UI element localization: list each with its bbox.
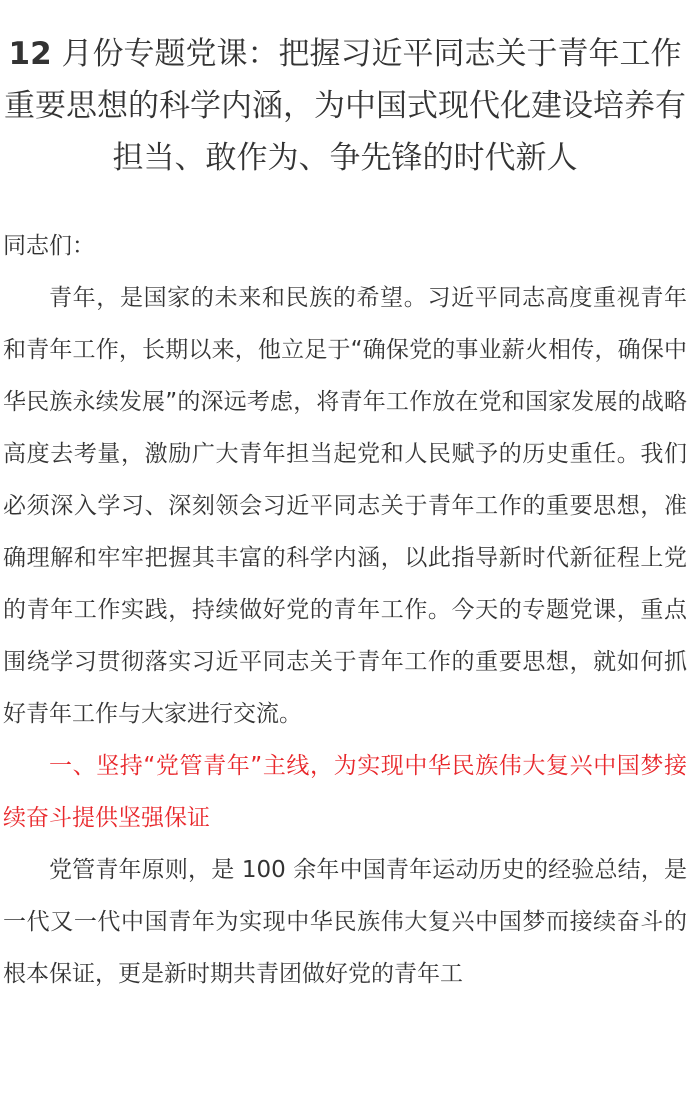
document-body xyxy=(3,220,687,1000)
title-number: 12 xyxy=(8,36,52,72)
title-text: 月份专题党课：把握习近平同志关于青年工作重要思想的科学内涵，为中国式现代化建设培养有担当、敢作为、争先锋的时代新人 xyxy=(4,36,686,176)
document-title xyxy=(3,28,687,184)
paragraph-section-1: 党管青年原则，是 100 余年中国青年运动历史的经验总结，是一代又一代中国青年为实现中华民族伟大复兴中国梦而接续奋斗的根本保证，更是新时期共青团做好党的青年工 xyxy=(3,857,687,987)
paragraph-intro: 青年，是国家的未来和民族的希望。习近平同志高度重视青年和青年工作，长期以来，他立足于“确保党的事业薪火相传，确保中华民族永续发展”的深远考虑，将青年工作放在党和国家发展的战略高度去考量，激励广大青年担当起党和人民赋予的历史重任。我们必须深入学习、深刻领会习近平同志关于青年工作的重要思想，准确理解和牢牢把握其丰富的科学内涵，以此指导新时代新征程上党的青年工作实践，持续做好党的青年工作。今天的专题党课，重点围绕学习贯彻落实习近平同志关于青年工作的重要思想，就如何抓好青年工作与大家进行交流。 xyxy=(3,285,687,727)
section-heading-1: 一、坚持“党管青年”主线，为实现中华民族伟大复兴中国梦接续奋斗提供坚强保证 xyxy=(3,753,687,831)
salutation: 同志们： xyxy=(3,233,95,259)
